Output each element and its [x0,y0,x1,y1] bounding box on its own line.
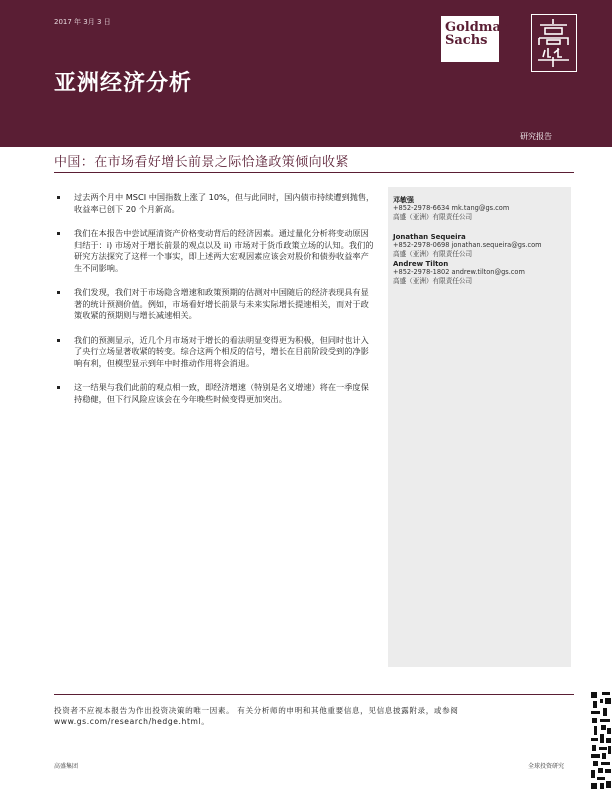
footer-division: 全球投资研究 [528,763,565,770]
key-points-list [56,192,376,418]
goldman-sachs-logo [441,16,511,62]
key-point: 我们的预测显示，近几个月市场对于增长的看法明显变得更为积极，但同时也计入了央行立场显著收紧的转变。综合这两个相反的信号，增长在目前阶段受到的净影响有利，但模型显示到年中时推动作用将会消退。 [56,335,376,370]
footer-divider [54,694,574,695]
analyst-firm: 高盛（亚洲）有限责任公司 [393,249,473,258]
report-date: 2017 年 3月 3 日 [54,18,111,26]
disclaimer [54,705,574,727]
analyst-firm: 高盛（亚洲）有限责任公司 [393,276,473,285]
key-point: 过去两个月中 MSCI 中国指数上涨了 10%，但与此同时，国内债市持续遭到抛售，收益率已创下 20 个月新高。 [56,192,376,215]
qr-code-icon [590,690,612,792]
disclaimer-link[interactable]: www.gs.com/research/hedge.html。 [54,717,210,726]
report-subtitle: 中国：在市场看好增长前景之际恰逢政策倾向收紧 [54,155,349,170]
logo-line-1: Goldman [445,20,511,35]
analyst-contact [393,233,571,258]
logo-line-2: Sachs [445,33,488,48]
analyst-firm: 高盛（亚洲）有限责任公司 [393,212,473,221]
disclaimer-text: 投资者不应视本报告为作出投资决策的唯一因素。 有关分析师的申明和其他重要信息，见信息披露附录，或参阅 [54,706,459,715]
key-point: 我们在本报告中尝试厘清资产价格变动背后的经济因素。通过量化分析将变动原因归结于：i) 市场对于增长前景的观点以及 ii) 市场对于货币政策立场的认知。我们的研究方法探究了这样一个事实，即上述两大宏观因素应该会对股价和债券收益率产生不同影响。 [56,228,376,274]
analyst-name: 邓敏强 [393,196,414,204]
footer-company: 高盛集团 [54,763,79,770]
page-title: 亚洲经济分析 [54,71,193,96]
analyst-contact [393,260,571,285]
analyst-phone-email: +852-2978-0698 jonathan.sequeira@gs.com [393,241,542,250]
analyst-contacts-panel [388,187,571,667]
subtitle-divider [54,172,574,173]
header-band [0,0,612,147]
report-type-label: 研究报告 [520,132,552,141]
analyst-name: Andrew Tilton [393,260,449,268]
analyst-contact [393,196,571,221]
analyst-phone-email: +852-2978-1802 andrew.tilton@gs.com [393,268,525,277]
key-point: 我们发现，我们对于市场隐含增速和政策预期的估测对中国随后的经济表现具有显著的统计预测价值。例如，市场看好增长前景与未来实际增长提速相关，而对于政策收紧的预期则与增长减速相关。 [56,287,376,322]
analyst-name: Jonathan Sequeira [393,233,466,241]
gaohua-seal-icon [531,14,577,72]
key-point: 这一结果与我们此前的观点相一致，即经济增速（特别是名义增速）将在一季度保持稳健，但下行风险应该会在今年晚些时候变得更加突出。 [56,382,376,405]
analyst-phone-email: +852-2978-6634 mk.tang@gs.com [393,204,510,213]
